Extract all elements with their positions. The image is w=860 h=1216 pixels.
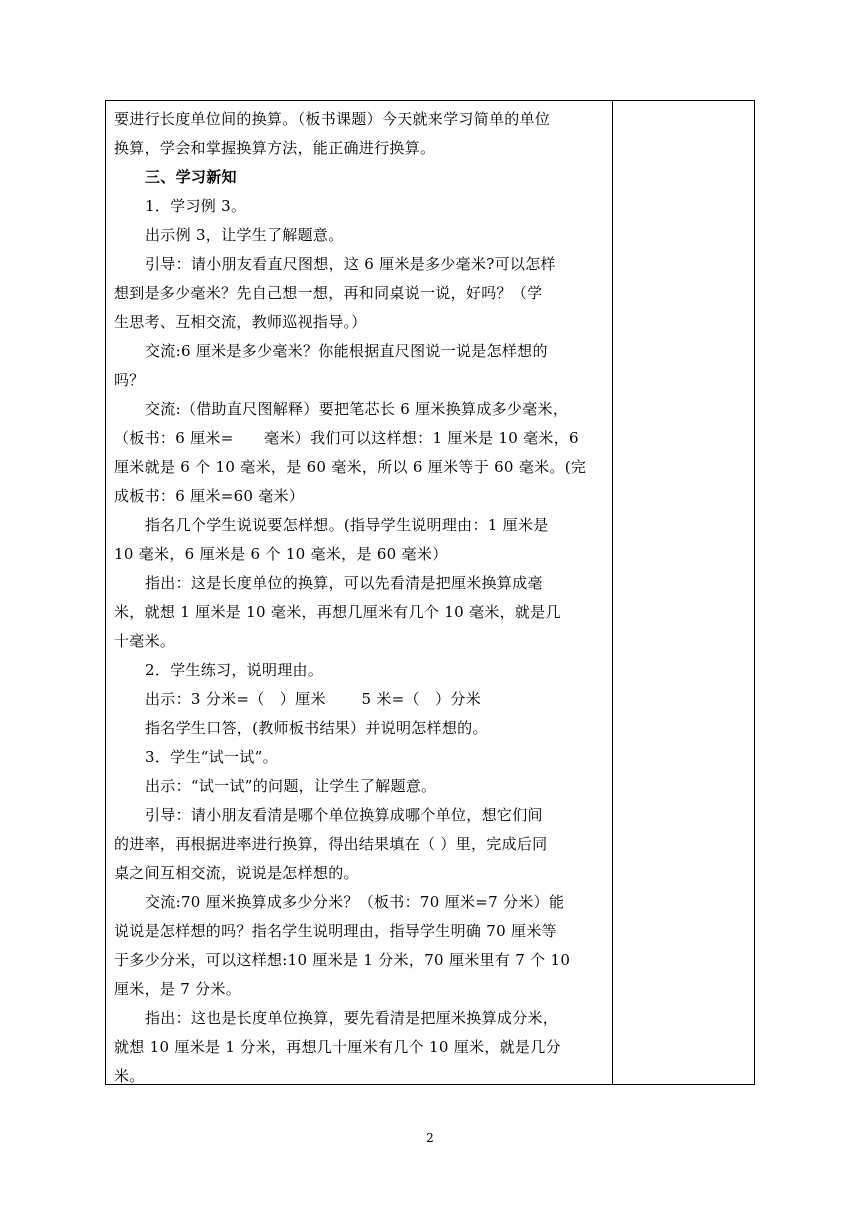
lesson-table — [105, 100, 755, 1085]
text-line: 要进行长度单位间的换算。（板书课题）今天就来学习简单的单位 — [114, 110, 551, 128]
text-line: 出示：“试一试”的问题，让学生了解题意。 — [145, 777, 437, 795]
text-line: 引导：请小朋友看直尺图想，这 6 厘米是多少毫米?可以怎样 — [145, 255, 556, 273]
text-line: 3．学生“试一试”。 — [145, 748, 278, 766]
text-line: 于多少分米，可以这样想:10 厘米是 1 分米，70 厘米里有 7 个 10 — [114, 951, 571, 969]
text-line: （板书：6 厘米= 毫米）我们可以这样想：1 厘米是 10 毫米，6 — [114, 429, 579, 447]
text-line: 桌之间互相交流，说说是怎样想的。 — [114, 864, 359, 882]
section-heading: 三、学习新知 — [145, 168, 237, 186]
text-line: 交流:（借助直尺图解释）要把笔芯长 6 厘米换算成多少毫米， — [145, 400, 569, 418]
text-line: 2．学生练习，说明理由。 — [145, 661, 324, 679]
text-line: 就想 10 厘米是 1 分米，再想几十厘米有几个 10 厘米，就是几分 — [114, 1038, 561, 1056]
text-line: 指名几个学生说说要怎样想。(指导学生说明理由：1 厘米是 — [145, 516, 549, 534]
text-line: 厘米就是 6 个 10 毫米，是 60 毫米，所以 6 厘米等于 60 毫米。(完 — [114, 458, 587, 476]
text-line: 厘米，是 7 分米。 — [114, 980, 242, 998]
text-line: 吗？ — [114, 371, 145, 389]
text-line: 的进率，再根据进率进行换算，得出结果填在（ ）里，完成后同 — [114, 835, 548, 853]
column-divider — [612, 101, 613, 1084]
text-line: 米，就想 1 厘米是 10 毫米，再想几厘米有几个 10 毫米，就是几 — [114, 603, 561, 621]
text-line: 出示：3 分米=（ ）厘米 5 米=（ ）分米 — [145, 690, 482, 708]
text-line: 指出：这也是长度单位换算，要先看清是把厘米换算成分米， — [145, 1009, 559, 1027]
text-line: 10 毫米，6 厘米是 6 个 10 毫米，是 60 毫米） — [114, 545, 448, 563]
text-line: 指出：这是长度单位的换算，可以先看清是把厘米换算成毫 — [145, 574, 543, 592]
text-line: 交流:70 厘米换算成多少分米？（板书：70 厘米=7 分米）能 — [145, 893, 565, 911]
text-line: 想到是多少毫米？先自己想一想，再和同桌说一说，好吗？（学 — [114, 284, 543, 302]
text-line: 引导：请小朋友看清是哪个单位换算成哪个单位，想它们间 — [145, 806, 543, 824]
text-line: 米。 — [114, 1067, 145, 1085]
text-line: 生思考、互相交流，教师巡视指导。） — [114, 313, 367, 331]
text-line: 交流:6 厘米是多少毫米？你能根据直尺图说一说是怎样想的 — [145, 342, 548, 360]
text-line: 成板书：6 厘米=60 毫米） — [114, 487, 305, 505]
text-line: 1．学习例 3。 — [145, 197, 247, 215]
lesson-content — [114, 105, 606, 1091]
text-line: 指名学生口答，(教师板书结果）并说明怎样想的。 — [145, 719, 488, 737]
text-line: 十毫米。 — [114, 632, 176, 650]
text-line: 说说是怎样想的吗？指名学生说明理由，指导学生明确 70 厘米等 — [114, 922, 557, 940]
text-line: 换算，学会和掌握换算方法，能正确进行换算。 — [114, 139, 436, 157]
page-number: 2 — [426, 1131, 434, 1145]
text-line: 出示例 3，让学生了解题意。 — [145, 226, 344, 244]
